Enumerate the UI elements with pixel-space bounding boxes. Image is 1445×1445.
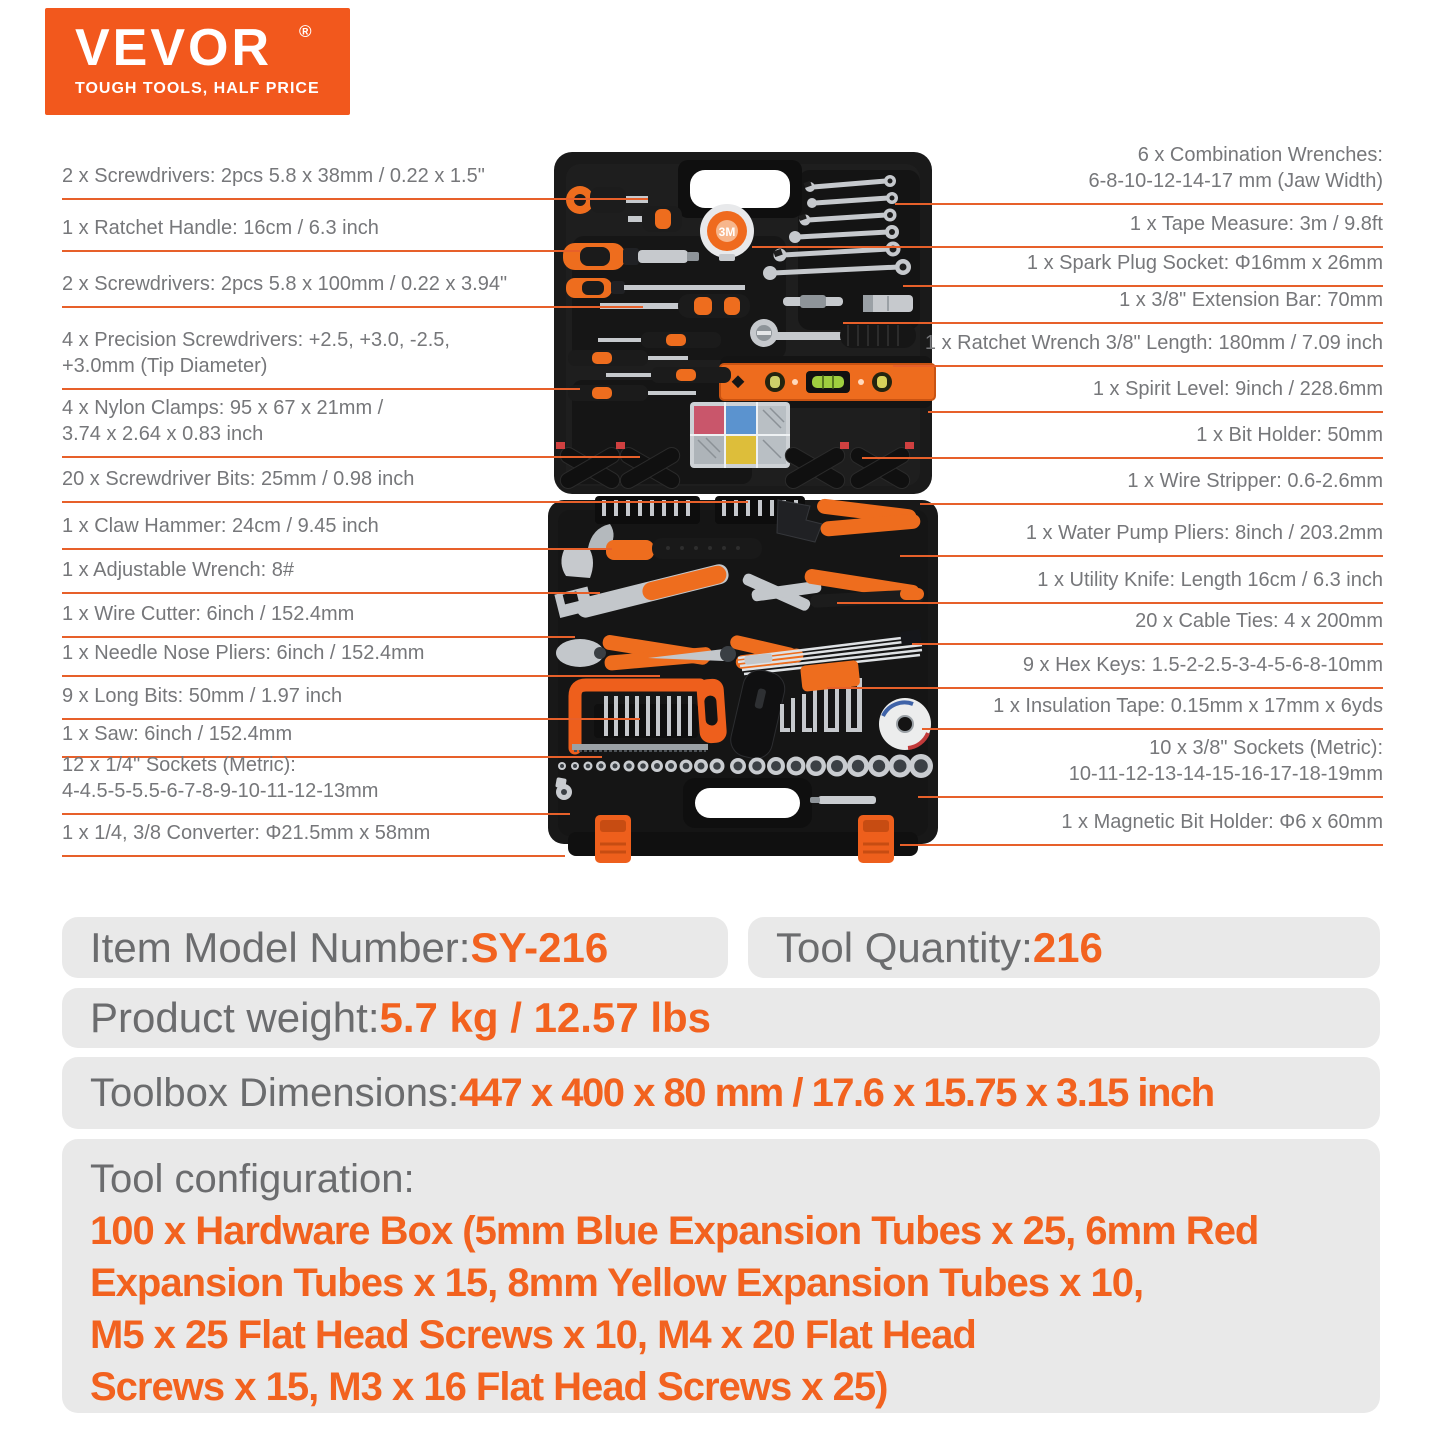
callout-line — [62, 855, 565, 857]
registered-mark: ® — [299, 22, 312, 41]
callout-line — [62, 675, 660, 677]
config-line: M5 x 25 Flat Head Screws x 10, M4 x 20 Flat Head — [90, 1313, 976, 1357]
callout-label: 1 x Ratchet Handle: 16cm / 6.3 inch — [62, 217, 379, 239]
callout-line — [62, 250, 580, 252]
spec-label: Tool Quantity: — [776, 923, 1033, 971]
callout-line — [922, 728, 1383, 730]
callout-label: 4 x Nylon Clamps: 95 x 67 x 21mm / 3.74 x 2.64 x 0.83 inch — [62, 397, 384, 445]
callout-line — [900, 844, 1383, 846]
callout-label: 20 x Cable Ties: 4 x 200mm — [1135, 610, 1383, 632]
callout-line — [752, 246, 1383, 248]
callout-label: 1 x Wire Stripper: 0.6-2.6mm — [1127, 470, 1383, 492]
callout-line — [62, 592, 600, 594]
spec-label: Tool configuration: — [90, 1157, 415, 1201]
spec-bar-weight — [62, 988, 1380, 1048]
callout-label: 1 x Adjustable Wrench: 8# — [62, 559, 294, 581]
config-line: Expansion Tubes x 15, 8mm Yellow Expansion Tubes x 10, — [90, 1261, 1144, 1305]
callout-label: 1 x Wire Cutter: 6inch / 152.4mm — [62, 603, 355, 625]
callout-line — [843, 322, 1383, 324]
callout-line — [895, 203, 1383, 205]
callout-label: 1 x Water Pump Pliers: 8inch / 203.2mm — [1025, 522, 1383, 544]
callout-line — [862, 457, 1383, 459]
config-line: Screws x 15, M3 x 16 Flat Head Screws x 25) — [90, 1365, 888, 1409]
callout-label: 9 x Hex Keys: 1.5-2-2.5-3-4-5-6-8-10mm — [1022, 654, 1383, 676]
callout-line — [893, 365, 1383, 367]
callout-label: 1 x Ratchet Wrench 3/8" Length: 180mm / 7.09 inch — [924, 332, 1383, 354]
callout-line — [62, 636, 575, 638]
callout-line — [827, 687, 1383, 689]
svg-text:3M: 3M — [718, 225, 736, 239]
callout-label: 1 x Insulation Tape: 0.15mm x 17mm x 6yds — [993, 695, 1383, 717]
spec-bar-dimensions — [62, 1057, 1380, 1129]
callout-line — [918, 796, 1383, 798]
callout-label: 12 x 1/4" Sockets (Metric): 4-4.5-5-5.5-6-7-8-9-10-11-12-13mm — [62, 754, 379, 802]
spec-value: 216 — [1032, 923, 1103, 971]
callout-line — [900, 555, 1383, 557]
callout-label: 10 x 3/8" Sockets (Metric): 10-11-12-13-14-15-16-17-18-19mm — [1068, 737, 1383, 785]
callout-line — [837, 602, 1383, 604]
callout-line — [62, 198, 648, 200]
callout-label: 1 x Saw: 6inch / 152.4mm — [62, 723, 293, 745]
callout-label: 2 x Screwdrivers: 2pcs 5.8 x 38mm / 0.22 x 1.5" — [62, 165, 485, 187]
callout-label: 2 x Screwdrivers: 2pcs 5.8 x 100mm / 0.22 x 3.94" — [62, 273, 508, 295]
callout-label: 1 x 3/8" Extension Bar: 70mm — [1119, 289, 1383, 311]
spec-label: Product weight: — [90, 994, 380, 1041]
callout-line — [62, 306, 643, 308]
callout-line — [928, 411, 1383, 413]
spec-value: SY-216 — [470, 923, 609, 971]
spec-value: 5.7 kg / 12.57 lbs — [379, 994, 712, 1041]
callout-line — [62, 548, 612, 550]
callout-line — [62, 456, 640, 458]
spec-label: Item Model Number: — [90, 923, 471, 971]
callout-label: 4 x Precision Screwdrivers: +2.5, +3.0, -2.5, +3.0mm (Tip Diameter) — [62, 329, 450, 377]
callout-label: 1 x 1/4, 3/8 Converter: Φ21.5mm x 58mm — [62, 822, 431, 844]
callout-label: 1 x Magnetic Bit Holder: Φ6 x 60mm — [1061, 811, 1383, 833]
callout-label: 20 x Screwdriver Bits: 25mm / 0.98 inch — [62, 468, 415, 490]
spec-value: 447 x 400 x 80 mm / 17.6 x 15.75 x 3.15 inch — [459, 1070, 1214, 1115]
callout-label: 1 x Spark Plug Socket: Φ16mm x 26mm — [1026, 252, 1383, 274]
spec-bar-quantity — [748, 917, 1380, 978]
spec-bar-configuration — [62, 1139, 1380, 1413]
callout-line — [920, 503, 1383, 505]
callout-label: 1 x Claw Hammer: 24cm / 9.45 inch — [62, 515, 379, 537]
callout-label: 9 x Long Bits: 50mm / 1.97 inch — [62, 685, 343, 707]
brand-name: VEVOR — [75, 19, 273, 77]
callout-line — [62, 718, 640, 720]
callout-line — [912, 643, 1383, 645]
callout-label: 1 x Bit Holder: 50mm — [1196, 424, 1383, 446]
spec-label: Toolbox Dimensions: — [90, 1070, 460, 1115]
callout-label: 1 x Needle Nose Pliers: 6inch / 152.4mm — [62, 642, 425, 664]
spec-bar-model — [62, 917, 728, 978]
callout-line — [62, 501, 748, 503]
config-line: 100 x Hardware Box (5mm Blue Expansion Tubes x 25, 6mm Red — [90, 1209, 1259, 1253]
callout-label: 1 x Tape Measure: 3m / 9.8ft — [1129, 213, 1383, 235]
callout-label: 6 x Combination Wrenches: 6-8-10-12-14-17 mm (Jaw Width) — [1088, 144, 1383, 192]
callout-line — [62, 813, 570, 815]
callout-label: 1 x Utility Knife: Length 16cm / 6.3 inch — [1037, 569, 1383, 591]
callout-line — [62, 388, 580, 390]
brand-tagline: TOUGH TOOLS, HALF PRICE — [75, 80, 320, 97]
callout-label: 1 x Spirit Level: 9inch / 228.6mm — [1092, 378, 1383, 400]
